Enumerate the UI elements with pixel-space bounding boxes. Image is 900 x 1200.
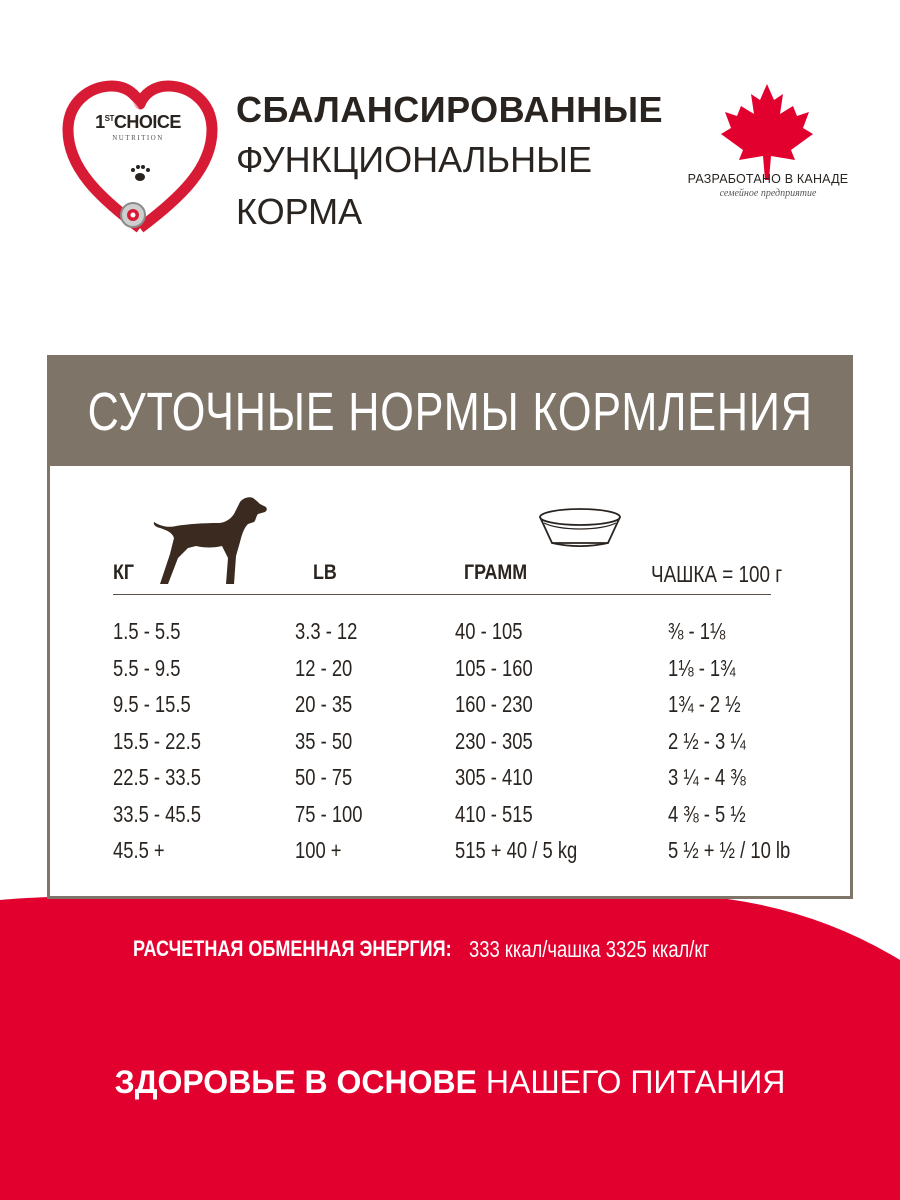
cell-cup: 2 ½ - 3 ¼ bbox=[668, 727, 746, 754]
cell-lb: 75 - 100 bbox=[295, 800, 363, 827]
table-row bbox=[50, 618, 850, 655]
brand-heart-logo bbox=[60, 78, 220, 238]
maple-leaf-icon bbox=[714, 82, 820, 182]
bowl-icon bbox=[530, 505, 630, 547]
cell-gram: 410 - 515 bbox=[455, 800, 533, 827]
table-row bbox=[50, 801, 850, 838]
headline-line-3: КОРМА bbox=[236, 191, 363, 232]
badge-line-2: семейное предприятие bbox=[719, 188, 817, 199]
table-row bbox=[50, 837, 850, 874]
cell-kg: 9.5 - 15.5 bbox=[113, 691, 191, 717]
column-header-gram: ГРАММ bbox=[464, 561, 528, 584]
paw-icon bbox=[131, 165, 150, 181]
badge-line-1: РАЗРАБОТАНО В КАНАДЕ bbox=[687, 172, 849, 186]
cell-lb: 12 - 20 bbox=[295, 654, 353, 681]
feeding-table-title: СУТОЧНЫЕ НОРМЫ КОРМЛЕНИЯ bbox=[87, 382, 813, 442]
cell-kg: 33.5 - 45.5 bbox=[113, 800, 201, 827]
cell-kg: 1.5 - 5.5 bbox=[113, 618, 181, 644]
feeding-table-rows bbox=[50, 618, 850, 874]
cell-lb: 20 - 35 bbox=[295, 691, 353, 717]
cell-lb: 100 + bbox=[295, 837, 342, 863]
cell-lb: 3.3 - 12 bbox=[295, 618, 358, 644]
cell-gram: 40 - 105 bbox=[455, 618, 523, 644]
logo-wordmark bbox=[78, 112, 198, 142]
headline-line-1: СБАЛАНСИРОВАННЫЕ bbox=[236, 89, 664, 130]
column-header-lb: LB bbox=[313, 561, 337, 584]
cell-gram: 160 - 230 bbox=[455, 691, 533, 717]
feeding-table-header bbox=[50, 358, 850, 466]
cell-gram: 515 + 40 / 5 kg bbox=[455, 837, 578, 863]
energy-label: РАСЧЕТНАЯ ОБМЕННАЯ ЭНЕРГИЯ: bbox=[133, 936, 452, 961]
cell-gram: 305 - 410 bbox=[455, 764, 533, 790]
slogan-regular: НАШЕГО ПИТАНИЯ bbox=[485, 1064, 786, 1100]
cell-kg: 45.5 + bbox=[113, 837, 165, 863]
energy-info bbox=[133, 936, 710, 962]
header-divider bbox=[113, 594, 771, 595]
dog-icon bbox=[152, 496, 270, 586]
logo-subtitle: NUTRITION bbox=[112, 134, 164, 142]
cell-gram: 105 - 160 bbox=[455, 654, 533, 681]
cell-kg: 22.5 - 33.5 bbox=[113, 764, 201, 790]
feeding-table-card bbox=[47, 355, 853, 899]
cell-gram: 230 - 305 bbox=[455, 727, 533, 754]
cell-kg: 5.5 - 9.5 bbox=[113, 654, 181, 681]
table-row bbox=[50, 764, 850, 801]
energy-value: 333 ккал/чашка 3325 ккал/кг bbox=[469, 936, 710, 962]
logo-brand-name: 1STCHOICE bbox=[95, 112, 181, 132]
cell-cup: 5 ½ + ½ / 10 lb bbox=[668, 837, 791, 863]
cell-cup: 4 ⅜ - 5 ½ bbox=[668, 800, 746, 827]
cell-cup: 1⅛ - 1¾ bbox=[668, 654, 736, 681]
slogan bbox=[0, 1064, 900, 1101]
made-in-canada-badge bbox=[680, 172, 856, 199]
table-row bbox=[50, 655, 850, 692]
cell-kg: 15.5 - 22.5 bbox=[113, 727, 201, 754]
headline-line-2: ФУНКЦИОНАЛЬНЫЕ bbox=[236, 139, 593, 180]
cell-cup: 1¾ - 2 ½ bbox=[668, 691, 741, 717]
column-header-kg: КГ bbox=[113, 561, 135, 584]
cell-lb: 50 - 75 bbox=[295, 764, 353, 790]
table-row bbox=[50, 691, 850, 728]
headline bbox=[236, 86, 663, 238]
column-header-cup: ЧАШКА = 100 г bbox=[651, 561, 783, 587]
slogan-bold: ЗДОРОВЬЕ В ОСНОВЕ bbox=[114, 1064, 477, 1100]
cell-cup: 3 ¼ - 4 ⅜ bbox=[668, 764, 746, 790]
table-row bbox=[50, 728, 850, 765]
cell-cup: ⅜ - 1⅛ bbox=[668, 618, 726, 644]
cell-lb: 35 - 50 bbox=[295, 727, 353, 754]
